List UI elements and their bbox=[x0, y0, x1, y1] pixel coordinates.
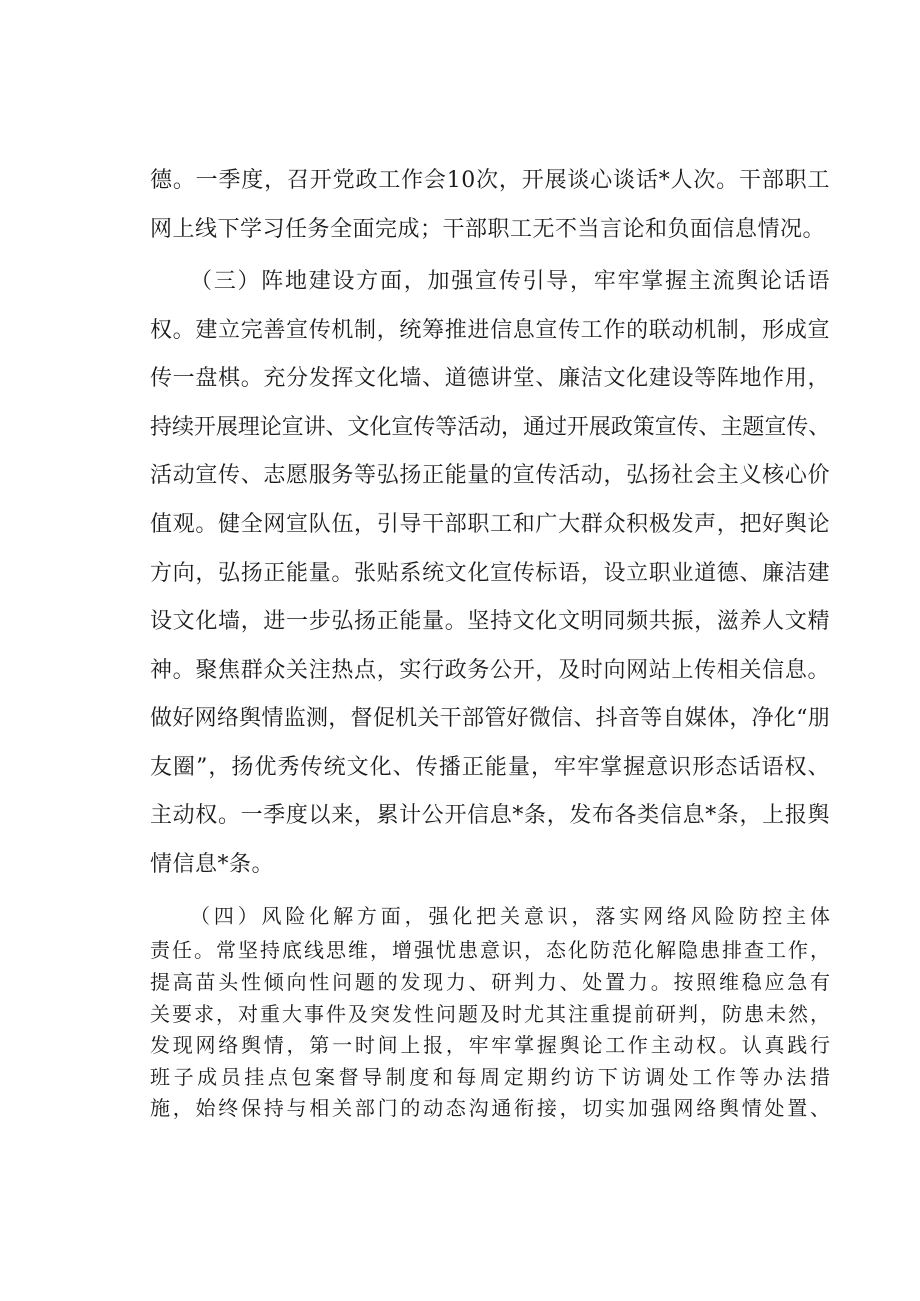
paragraph-2-line-10: 做好网络舆情监测，督促机关干部管好微信、抖音等自媒体，净化“朋 bbox=[150, 706, 830, 731]
paragraph-3-line-1: （四）风险化解方面，强化把关意识，落实网络风险防控主体 bbox=[190, 904, 830, 928]
paragraph-2-line-1: （三）阵地建设方面，加强宣传引导，牢牢掌握主流舆论话语 bbox=[190, 269, 830, 294]
paragraph-3-line-3: 提高苗头性倾向性问题的发现力、研判力、处置力。按照维稳应急有 bbox=[150, 970, 830, 994]
paragraph-2-line-2: 权。建立完善宣传机制，统筹推进信息宣传工作的联动机制，形成宣 bbox=[150, 318, 830, 343]
paragraph-3-line-2: 责任。常坚持底线思维，增强忧患意识，态化防范化解隐患排查工作， bbox=[150, 938, 830, 962]
paragraph-2-line-6: 值观。健全网宣队伍，引导干部职工和广大群众积极发声，把好舆论 bbox=[150, 512, 830, 537]
paragraph-2-line-12: 主动权。一季度以来，累计公开信息*条，发布各类信息*条，上报舆 bbox=[150, 803, 830, 828]
paragraph-2-line-13: 情信息*条。 bbox=[150, 852, 275, 877]
paragraph-2-line-4: 持续开展理论宣讲、文化宣传等活动，通过开展政策宣传、主题宣传、 bbox=[150, 415, 830, 440]
paragraph-2-line-5: 活动宣传、志愿服务等弘扬正能量的宣传活动，弘扬社会主义核心价 bbox=[150, 463, 830, 488]
paragraph-2-line-11: 友圈”，扬优秀传统文化、传播正能量，牢牢掌握意识形态话语权、 bbox=[150, 755, 830, 780]
paragraph-3-line-6: 班子成员挂点包案督导制度和每周定期约访下访调处工作等办法措 bbox=[150, 1065, 830, 1089]
paragraph-2-line-3: 传一盘棋。充分发挥文化墙、道德讲堂、廉洁文化建设等阵地作用， bbox=[150, 366, 830, 391]
paragraph-3-line-4: 关要求，对重大事件及突发性问题及时尤其注重提前研判，防患未然， bbox=[150, 1002, 830, 1026]
paragraph-2-line-8: 设文化墙，进一步弘扬正能量。坚持文化文明同频共振，滋养人文精 bbox=[150, 609, 830, 634]
paragraph-2-line-9: 神。聚焦群众关注热点，实行政务公开，及时向网站上传相关信息。 bbox=[150, 658, 830, 683]
paragraph-3-line-7: 施，始终保持与相关部门的动态沟通衔接，切实加强网络舆情处置、 bbox=[150, 1096, 830, 1120]
paragraph-1-line-1: 德。一季度，召开党政工作会10次，开展谈心谈话*人次。干部职工 bbox=[150, 168, 830, 193]
paragraph-2-line-7: 方向，弘扬正能量。张贴系统文化宣传标语，设立职业道德、廉洁建 bbox=[150, 561, 830, 586]
paragraph-3-line-5: 发现网络舆情，第一时间上报，牢牢掌握舆论工作主动权。认真践行 bbox=[150, 1033, 830, 1057]
paragraph-1-line-2: 网上线下学习任务全面完成；干部职工无不当言论和负面信息情况。 bbox=[150, 217, 826, 242]
